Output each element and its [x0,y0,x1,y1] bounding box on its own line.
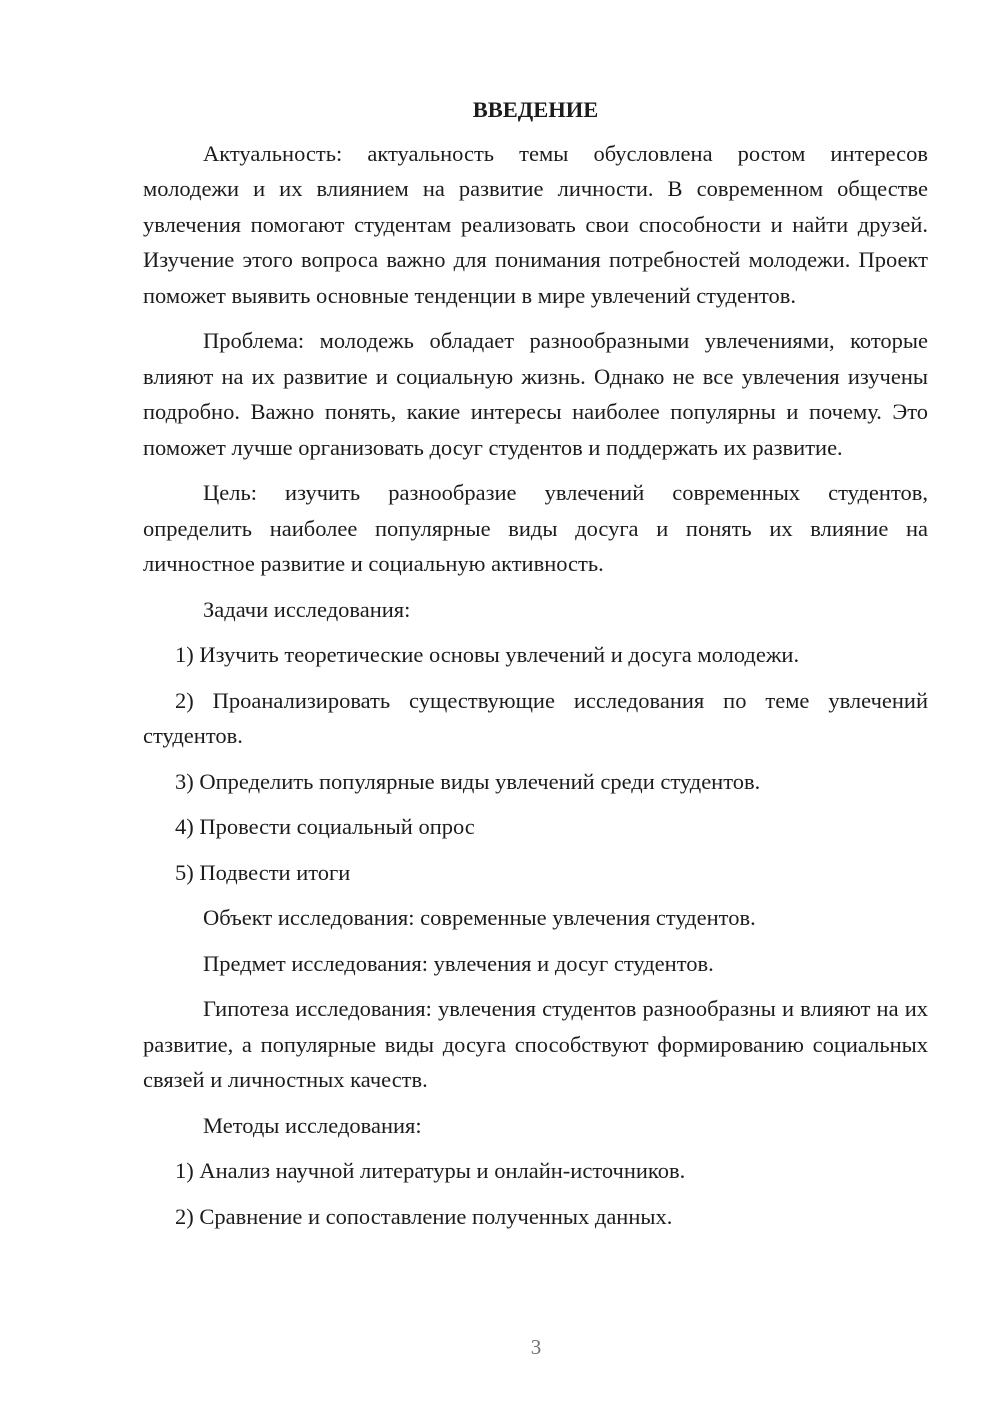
tasks-heading: Задачи исследования: [203,596,411,622]
problem-paragraph: Проблема: молодежь обладает разнообразными увлечениями, которые влияют на их развитие и социальную жизнь. Однако не все увлечения изучены подробно. Важно понять, какие интересы наиболее популярны и почему. Это поможет лучше организовать досуг студентов и поддержать их развитие. [143,328,928,460]
task-item: 1) Изучить теоретические основы увлечений и досуга молодежи. [175,642,800,667]
hypothesis-paragraph: Гипотеза исследования: увлечения студентов разнообразны и влияют на их развитие, а популярные виды досуга способствуют формированию социальных связей и личностных качеств. [143,996,928,1092]
methods-heading: Методы исследования: [203,1112,422,1138]
object-paragraph: Объект исследования: современные увлечения студентов. [203,905,756,930]
relevance-paragraph: Актуальность: актуальность темы обусловлена ростом интересов молодежи и их влиянием на развитие личности. В современном обществе увлечения помогают студентам реализовать свои способности и найти друзей. Изучение этого вопроса важно для понимания потребностей молодежи. Проект поможет выявить основные тенденции в мире увлечений студентов. [143,140,928,308]
task-item: 2) Проанализировать существующие исследования по теме увлечений студентов. [143,687,928,748]
goal-paragraph: Цель: изучить разнообразие увлечений современных студентов, определить наиболее популярные виды досуга и понять их влияние на личностное развитие и социальную активность. [143,480,928,576]
task-item: 3) Определить популярные виды увлечений среди студентов. [175,768,761,794]
subject-paragraph: Предмет исследования: увлечения и досуг студентов. [203,950,714,976]
task-item: 5) Подвести итоги [175,859,351,885]
page-number: 3 [530,1335,542,1359]
page-content [143,92,928,1234]
method-item: 1) Анализ научной литературы и онлайн-источников. [175,1158,686,1183]
task-item: 4) Провести социальный опрос [175,814,475,839]
method-item: 2) Сравнение и сопоставление полученных данных. [175,1203,673,1229]
section-heading: ВВЕДЕНИЕ [472,97,599,122]
